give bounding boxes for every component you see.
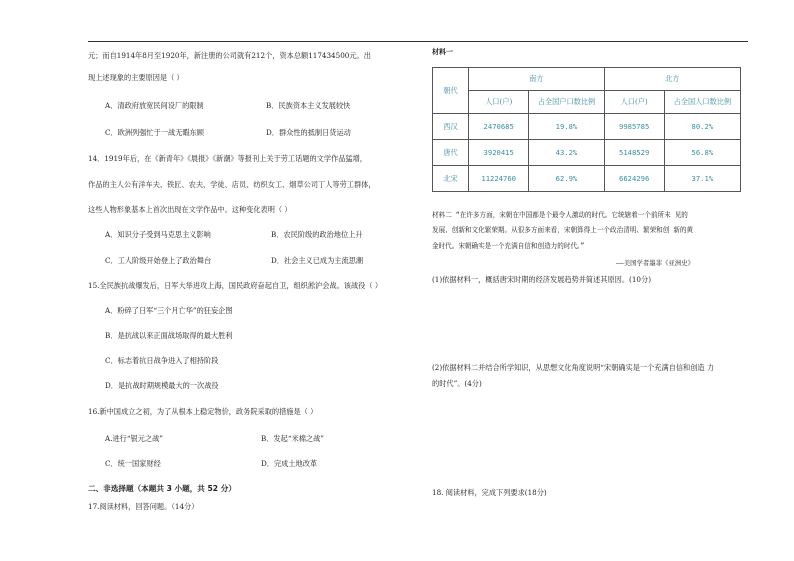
table-cell: 37.1% (664, 166, 740, 192)
header-rule (88, 41, 748, 42)
table-cell-dynasty: 北宋 (433, 166, 469, 192)
option-d[interactable]: D．完成土地改革 (261, 459, 318, 468)
table-cell: 2470685 (469, 114, 529, 140)
material-2-source: ——美国学者墨菲《亚洲史》 (616, 259, 694, 267)
table-cell: 11224760 (469, 166, 529, 192)
option-a[interactable]: A．粉碎了日军“三个月亡华”的狂妄企图 (105, 306, 233, 315)
option-a[interactable]: A．清政府放宽民间设厂的限制 (105, 101, 204, 110)
question-15: 15.全民族抗战爆发后，日军大举进攻上海，国民政府奋起自卫，组织淞沪会战。该战役（ ） (88, 281, 383, 290)
material-2-text: 发展、创新和文化繁荣期。从很多方面来看，宋朝算得上一个政治清明、繁荣和创 新的黄 (432, 226, 694, 234)
table-cell: 56.8% (664, 140, 740, 166)
question-14: 14．1919年后，在《新青年》《晨报》《新潮》等报刊上关于劳工话题的文学作品猛增， (88, 154, 367, 163)
option-d[interactable]: D．群众性的抵制日货运动 (266, 128, 351, 137)
table-cell: 6624296 (604, 166, 664, 192)
table-row (433, 114, 741, 140)
question-18: 18. 阅读材料，完成下列要求(18分) (432, 488, 547, 497)
text-line: 这些人物形象基本上首次出现在文学作品中。这种变化表明（ ） (88, 205, 292, 214)
table-cell: 5148529 (604, 140, 664, 166)
question-17: 17.阅读材料，回答问题。（14分） (88, 502, 199, 511)
option-b[interactable]: B．农民阶级的政治地位上升 (271, 230, 363, 239)
option-c[interactable]: C．工人阶级开始登上了政治舞台 (105, 256, 212, 265)
text-line: 元；而自1914年8月至1920年，新注册的公司就有212个，资本总额117434500元。出 (88, 51, 371, 60)
table-row (433, 140, 741, 166)
table-header-dynasty: 朝代 (433, 68, 469, 114)
population-table (432, 67, 741, 192)
option-a[interactable]: A.进行“银元之战” (105, 434, 163, 443)
table-header-north: 北方 (604, 68, 740, 91)
option-b[interactable]: B．民族资本主义发展较快 (266, 101, 351, 110)
option-d[interactable]: D．是抗战时期规模最大的一次战役 (105, 381, 219, 390)
option-b[interactable]: B．是抗战以来正面战场取得的最大胜利 (105, 331, 233, 340)
option-b[interactable]: B．发起“米棉之战” (261, 434, 324, 443)
material-1-label: 材料一 (432, 48, 453, 56)
option-a[interactable]: A．知识分子受到马克思主义影响 (105, 230, 211, 239)
question-17-2-cont: 的时代”。(4分) (432, 379, 482, 388)
table-header-south: 南方 (469, 68, 605, 91)
option-c[interactable]: C．欧洲列强忙于一战无暇东顾 (105, 128, 204, 137)
section-heading: 二、非选择题（本题共 3 小题，共 52 分） (88, 484, 236, 493)
table-cell: 62.9% (529, 166, 604, 192)
table-cell: 43.2% (529, 140, 604, 166)
table-cell: 19.8% (529, 114, 604, 140)
table-header-ratio: 占全国户口数比例 (529, 91, 604, 114)
material-2-text: 材料二 “在许多方面，宋朝在中国都是个最令人激动的时代。它统辖着一个前所未 见的 (432, 211, 688, 219)
table-header-pop: 人口(户) (469, 91, 529, 114)
option-d[interactable]: D．社会主义已成为主流思潮 (271, 256, 364, 265)
table-header-ratio: 占全国人口数比例 (664, 91, 740, 114)
table-cell: 80.2% (664, 114, 740, 140)
table-cell: 3920415 (469, 140, 529, 166)
table-cell-dynasty: 唐代 (433, 140, 469, 166)
material-2-text: 金时代。宋朝确实是一个充满自信和创造力的时代。” (432, 242, 585, 250)
option-c[interactable]: C．标志着抗日战争进入了相持阶段 (105, 356, 219, 365)
question-17-2: (2)依据材料二并结合所学知识，从思想文化角度说明“宋朝确实是一个充满自信和创造 力 (432, 363, 715, 372)
option-c[interactable]: C．统一国家财经 (105, 459, 161, 468)
question-17-1: (1)依据材料一，概括唐宋时期的经济发展趋势并简述其原因。(10分) (432, 275, 652, 284)
table-row (433, 166, 741, 192)
text-line: 作品的主人公有洋车夫、铁匠、农夫、学徒、店员、纺织女工、烟草公司丁人等劳工群体， (88, 180, 376, 189)
text-line: 现上述现象的主要原因是（ ） (88, 73, 184, 82)
table-cell-dynasty: 西汉 (433, 114, 469, 140)
table-cell: 9985785 (604, 114, 664, 140)
table-header-pop: 人口(户) (604, 91, 664, 114)
question-16: 16.新中国成立之初，为了从根本上稳定物价，政务院采取的措施是（ ） (88, 407, 318, 416)
